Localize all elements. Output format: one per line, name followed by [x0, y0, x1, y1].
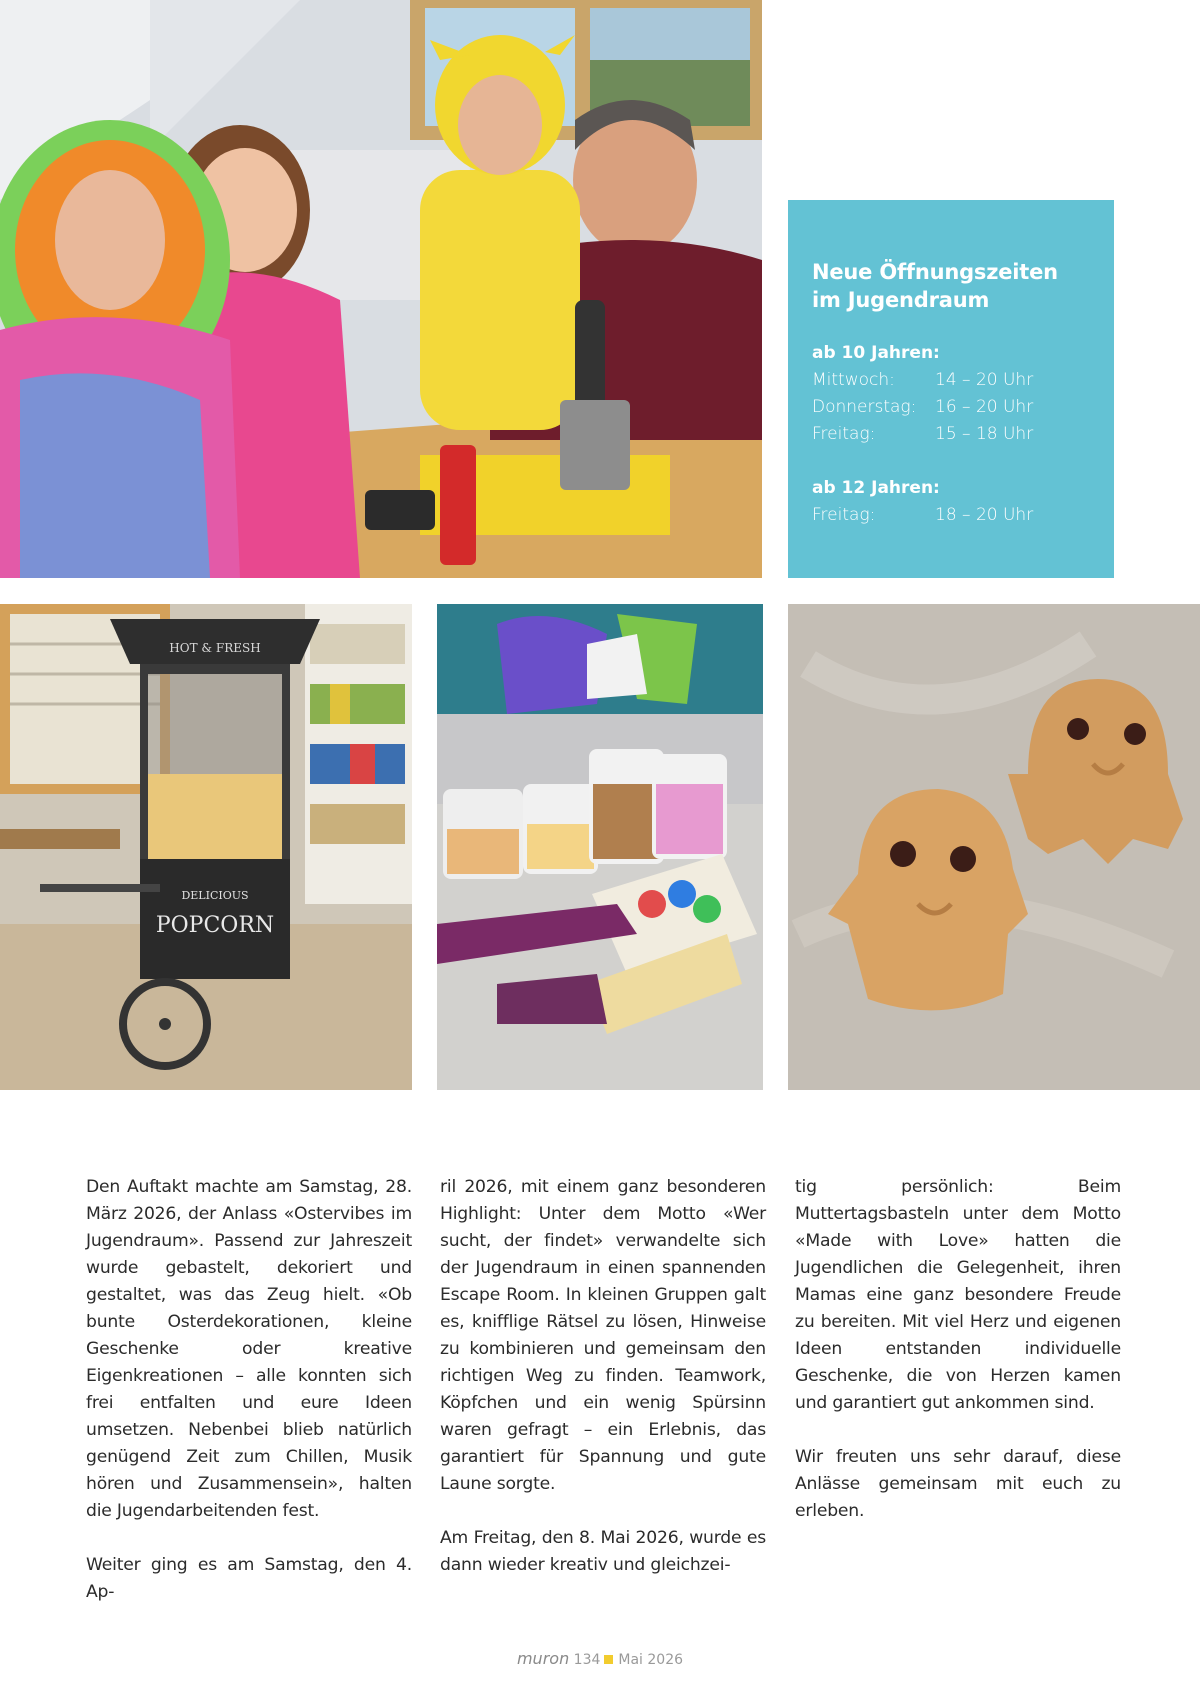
- hours-day: Donnerstag:: [812, 397, 917, 417]
- photo-kids-costumes: [0, 0, 762, 578]
- article-paragraph: Weiter ging es am Samstag, den 4. Ap-: [86, 1555, 412, 1602]
- hours-row: [812, 502, 1094, 529]
- hours-time: 15 – 18 Uhr: [935, 424, 1034, 444]
- opening-hours-title: [812, 258, 1094, 314]
- age-group-label: ab 12 Jahren:: [812, 478, 940, 498]
- article-paragraph: tig persönlich: Beim Muttertagsbasteln unter dem Motto «Made with Love» hatten die Jugendlichen die Gelegenheit, ihren Mamas eine ganz besondere Freude zu bereiten. Mit viel Herz und eigenen Ideen entstanden individuelle Geschenke, die von Herzen kamen und garantiert gut ankommen sind.: [795, 1177, 1121, 1413]
- hours-row: [812, 421, 1094, 448]
- article-column-3: [795, 1174, 1121, 1525]
- hours-time: 14 – 20 Uhr: [935, 370, 1034, 390]
- issue-number: 134: [573, 1652, 601, 1668]
- hours-day: Freitag:: [812, 424, 876, 444]
- article-paragraph: Wir freuten uns sehr darauf, diese Anlässe gemeinsam mit euch zu erleben.: [795, 1447, 1121, 1521]
- article-paragraph: Den Auftakt machte am Samstag, 28. März 2026, der Anlass «Ostervibes im Jugendraum». Passend zur Jahreszeit wurde gebastelt, dekoriert und gestaltet, was das Zeug hielt. «Ob bunte Osterdekorationen, kleine Geschenke oder kreative Eigenkreationen – alle konnten sich frei entfalten und eure Ideen umsetzen. Nebenbei blieb natürlich genügend Zeit zum Chillen, Musik hören und Zusammensein», halten die Jugendarbeitenden fest.: [86, 1177, 412, 1521]
- hours-row: [812, 394, 1094, 421]
- article-column-1: [86, 1174, 412, 1606]
- issue-date: Mai 2026: [618, 1652, 684, 1668]
- hours-time: 16 – 20 Uhr: [935, 397, 1034, 417]
- opening-hours-box: [788, 200, 1114, 578]
- page-footer: [0, 1649, 1200, 1668]
- age-group-label: ab 10 Jahren:: [812, 343, 940, 363]
- photo-sprinkles-jars: [437, 604, 763, 1090]
- opening-hours-title-line2: im Jugendraum: [812, 288, 990, 312]
- hours-day: Freitag:: [812, 505, 876, 525]
- photo-popcorn-machine: [0, 604, 412, 1090]
- article-column-2: [440, 1174, 766, 1579]
- photo-ghost-cookies: [788, 604, 1200, 1090]
- popcorn-sign-top: HOT & FRESH: [169, 641, 261, 655]
- hours-time: 18 – 20 Uhr: [935, 505, 1034, 525]
- hours-day: Mittwoch:: [812, 370, 895, 390]
- hours-row: [812, 367, 1094, 394]
- article-paragraph: Am Freitag, den 8. Mai 2026, wurde es dann wieder kreativ und gleichzei-: [440, 1528, 766, 1575]
- accent-square-icon: [604, 1655, 613, 1664]
- magazine-name: muron: [516, 1649, 570, 1668]
- popcorn-sign-line1: DELICIOUS: [181, 889, 249, 902]
- article-paragraph: ril 2026, mit einem ganz besonderen Highlight: Unter dem Motto «Wer sucht, der findet» verwandelte sich der Jugendraum in einen spannenden Escape Room. In kleinen Gruppen galt es, knifflige Rätsel zu lösen, Hinweise zu kombinieren und gemeinsam den richtigen Weg zu finden. Teamwork, Köpfchen und ein wenig Spürsinn waren gefragt – ein Erlebnis, das garantiert für Spannung und gute Laune sorgte.: [440, 1177, 766, 1494]
- popcorn-sign-line2: POPCORN: [155, 913, 275, 938]
- opening-hours-title-line1: Neue Öffnungszeiten: [812, 260, 1058, 284]
